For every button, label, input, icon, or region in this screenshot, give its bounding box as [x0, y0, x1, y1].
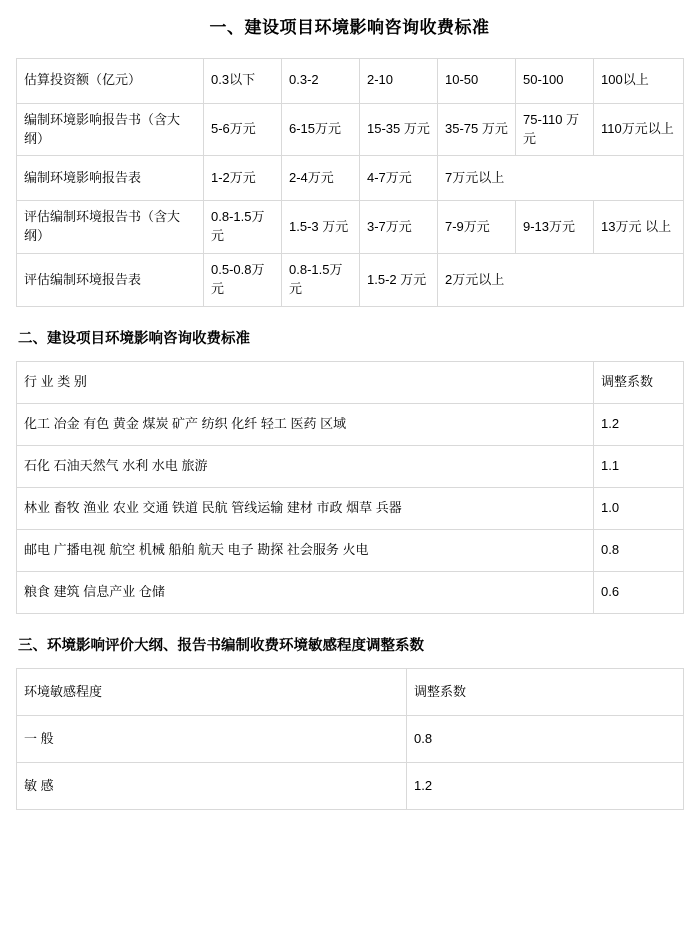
page-title: 一、建设项目环境影响咨询收费标准	[209, 18, 490, 37]
table-cell: 9-13万元	[516, 201, 594, 254]
table-cell: 3-7万元	[360, 201, 438, 254]
table-cell: 13万元 以上	[594, 201, 684, 254]
table-header-row	[17, 669, 684, 716]
column-header: 50-100	[516, 58, 594, 103]
column-header: 调整系数	[407, 669, 684, 716]
sensitivity-coefficient-table	[16, 668, 684, 810]
table-cell: 1.5-2 万元	[360, 254, 438, 307]
table-cell: 7万元以上	[438, 156, 684, 201]
table-cell: 2万元以上	[438, 254, 684, 307]
table-row	[17, 763, 684, 810]
row-label: 评估编制环境报告书（含大纲）	[17, 201, 204, 254]
industry-coefficient: 1.0	[594, 488, 684, 530]
column-header: 调整系数	[594, 362, 684, 404]
column-header: 10-50	[438, 58, 516, 103]
table-row	[17, 103, 684, 156]
industry-coefficient-table	[16, 361, 684, 614]
row-label: 编制环境影响报告书（含大纲）	[17, 103, 204, 156]
table-row	[17, 716, 684, 763]
table-cell: 2-4万元	[282, 156, 360, 201]
table-cell: 15-35 万元	[360, 103, 438, 156]
table-header-row	[17, 362, 684, 404]
column-header: 100以上	[594, 58, 684, 103]
table-cell: 4-7万元	[360, 156, 438, 201]
sensitivity-level: 敏 感	[17, 763, 407, 810]
row-label: 编制环境影响报告表	[17, 156, 204, 201]
row-label: 评估编制环境报告表	[17, 254, 204, 307]
table-row	[17, 201, 684, 254]
document-page	[0, 16, 699, 952]
table-row	[17, 446, 684, 488]
column-header: 环境敏感程度	[17, 669, 407, 716]
column-header: 估算投资额（亿元）	[17, 58, 204, 103]
column-header: 行 业 类 别	[17, 362, 594, 404]
industry-category: 化工 冶金 有色 黄金 煤炭 矿产 纺织 化纤 轻工 医药 区域	[17, 404, 594, 446]
table-row	[17, 530, 684, 572]
section-heading-3: 三、环境影响评价大纲、报告书编制收费环境敏感程度调整系数	[18, 638, 424, 655]
table-cell: 7-9万元	[438, 201, 516, 254]
industry-coefficient: 1.2	[594, 404, 684, 446]
table-cell: 0.8-1.5万元	[204, 201, 282, 254]
industry-category: 邮电 广播电视 航空 机械 船舶 航天 电子 勘探 社会服务 火电	[17, 530, 594, 572]
industry-coefficient: 0.6	[594, 572, 684, 614]
table-header-row	[17, 58, 684, 103]
table-cell: 110万元以上	[594, 103, 684, 156]
table-cell: 5-6万元	[204, 103, 282, 156]
column-header: 0.3-2	[282, 58, 360, 103]
table-row	[17, 254, 684, 307]
table-cell: 0.5-0.8万元	[204, 254, 282, 307]
column-header: 2-10	[360, 58, 438, 103]
industry-category: 粮食 建筑 信息产业 仓储	[17, 572, 594, 614]
industry-coefficient: 1.1	[594, 446, 684, 488]
table-row	[17, 488, 684, 530]
column-header: 0.3以下	[204, 58, 282, 103]
table-row	[17, 404, 684, 446]
table-cell: 75-110 万元	[516, 103, 594, 156]
section-heading-2: 二、建设项目环境影响咨询收费标准	[18, 330, 250, 347]
table-cell: 0.8-1.5万元	[282, 254, 360, 307]
industry-category: 石化 石油天然气 水利 水电 旅游	[17, 446, 594, 488]
table-cell: 35-75 万元	[438, 103, 516, 156]
fee-standard-table	[16, 58, 684, 307]
sensitivity-coefficient: 0.8	[407, 716, 684, 763]
table-cell: 1-2万元	[204, 156, 282, 201]
table-cell: 1.5-3 万元	[282, 201, 360, 254]
industry-coefficient: 0.8	[594, 530, 684, 572]
industry-category: 林业 畜牧 渔业 农业 交通 铁道 民航 管线运输 建材 市政 烟草 兵器	[17, 488, 594, 530]
table-cell: 6-15万元	[282, 103, 360, 156]
table-row	[17, 572, 684, 614]
sensitivity-coefficient: 1.2	[407, 763, 684, 810]
sensitivity-level: 一 般	[17, 716, 407, 763]
table-row	[17, 156, 684, 201]
